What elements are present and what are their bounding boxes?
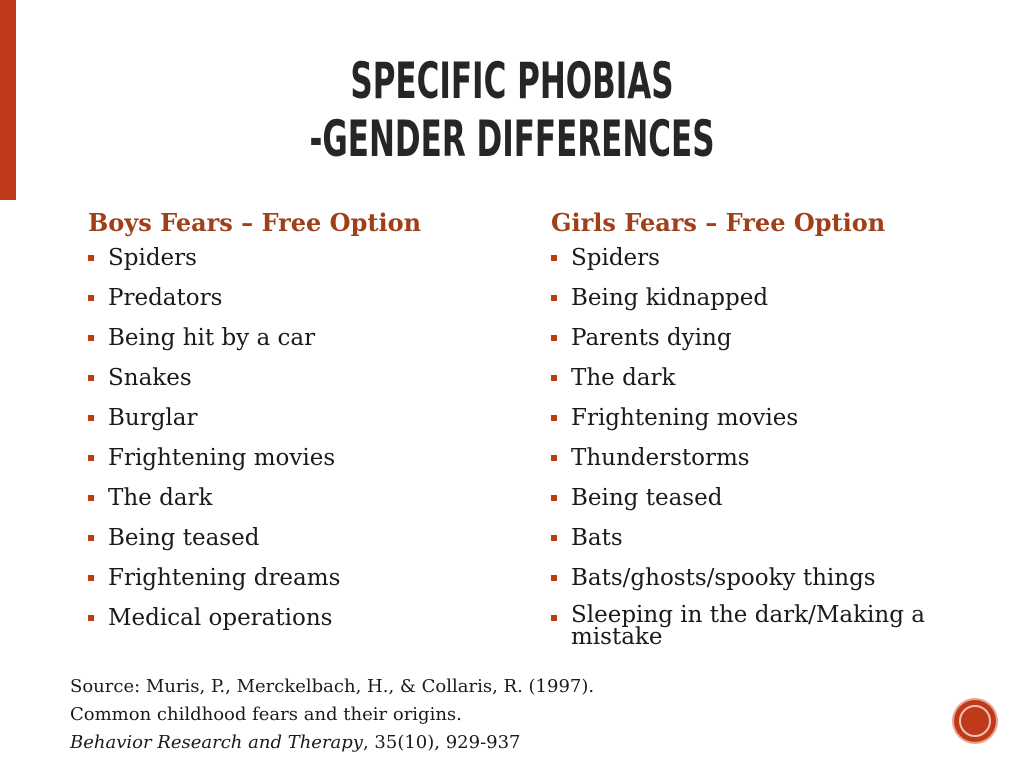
square-bullet-icon	[551, 575, 557, 581]
list-item	[88, 244, 508, 272]
list-item-label: Snakes	[108, 365, 192, 391]
list-item	[551, 444, 951, 472]
list-item-label: Parents dying	[571, 325, 732, 351]
source-line-2: Common childhood fears and their origins.	[70, 704, 462, 725]
ring-icon	[959, 705, 991, 737]
square-bullet-icon	[88, 535, 94, 541]
square-bullet-icon	[551, 495, 557, 501]
square-bullet-icon	[88, 295, 94, 301]
list-item-label: Medical operations	[108, 605, 333, 631]
list-item	[551, 604, 951, 648]
source-line-3	[70, 729, 594, 757]
slide-title	[195, 52, 830, 168]
square-bullet-icon	[551, 455, 557, 461]
square-bullet-icon	[551, 335, 557, 341]
list-item-label: Bats/ghosts/spooky things	[571, 565, 876, 591]
list-item-label: Bats	[571, 525, 623, 551]
source-citation	[70, 673, 594, 757]
list-item-label: Sleeping in the dark/Making a mistake	[571, 602, 925, 650]
list-item-label: Predators	[108, 285, 223, 311]
square-bullet-icon	[88, 495, 94, 501]
square-bullet-icon	[88, 415, 94, 421]
list-item-label: The dark	[571, 365, 676, 391]
slide-nav-button[interactable]	[954, 700, 996, 742]
boys-column	[88, 206, 508, 644]
list-item-label: Spiders	[108, 245, 197, 271]
boys-heading: Boys Fears – Free Option	[88, 208, 422, 237]
square-bullet-icon	[551, 415, 557, 421]
square-bullet-icon	[88, 375, 94, 381]
accent-bar	[0, 0, 16, 200]
citation-details: , 35(10), 929-937	[362, 732, 521, 753]
list-item	[88, 364, 508, 392]
square-bullet-icon	[88, 255, 94, 261]
list-item	[88, 404, 508, 432]
list-item	[88, 324, 508, 352]
list-item-label: Frightening dreams	[108, 565, 341, 591]
list-item	[551, 364, 951, 392]
girls-heading: Girls Fears – Free Option	[551, 208, 886, 237]
list-item	[551, 404, 951, 432]
square-bullet-icon	[88, 335, 94, 341]
square-bullet-icon	[88, 575, 94, 581]
girls-column	[551, 206, 951, 660]
square-bullet-icon	[551, 375, 557, 381]
girls-list	[551, 244, 951, 648]
boys-list	[88, 244, 508, 632]
list-item-label: Being hit by a car	[108, 325, 316, 351]
square-bullet-icon	[551, 615, 557, 621]
square-bullet-icon	[88, 455, 94, 461]
list-item-label: Being kidnapped	[571, 285, 769, 311]
square-bullet-icon	[551, 295, 557, 301]
list-item	[551, 524, 951, 552]
list-item	[88, 524, 508, 552]
list-item-label: Being teased	[108, 525, 260, 551]
square-bullet-icon	[551, 535, 557, 541]
list-item-label: Frightening movies	[108, 445, 336, 471]
list-item-label: Thunderstorms	[571, 445, 750, 471]
list-item	[88, 284, 508, 312]
list-item-label: The dark	[108, 485, 213, 511]
list-item-label: Burglar	[108, 405, 198, 431]
square-bullet-icon	[551, 255, 557, 261]
list-item	[88, 564, 508, 592]
list-item	[88, 444, 508, 472]
list-item	[551, 324, 951, 352]
title-line-1: SPECIFIC PHOBIAS	[350, 52, 674, 110]
list-item	[88, 484, 508, 512]
list-item	[551, 484, 951, 512]
list-item-label: Being teased	[571, 485, 723, 511]
journal-name: Behavior Research and Therapy	[70, 732, 363, 753]
list-item	[88, 604, 508, 632]
list-item	[551, 564, 951, 592]
title-line-2: -GENDER DIFFERENCES	[309, 110, 715, 168]
list-item-label: Spiders	[571, 245, 660, 271]
list-item	[551, 284, 951, 312]
list-item-label: Frightening movies	[571, 405, 799, 431]
source-line-1: Source: Muris, P., Merckelbach, H., & Collaris, R. (1997).	[70, 676, 595, 697]
list-item	[551, 244, 951, 272]
square-bullet-icon	[88, 615, 94, 621]
